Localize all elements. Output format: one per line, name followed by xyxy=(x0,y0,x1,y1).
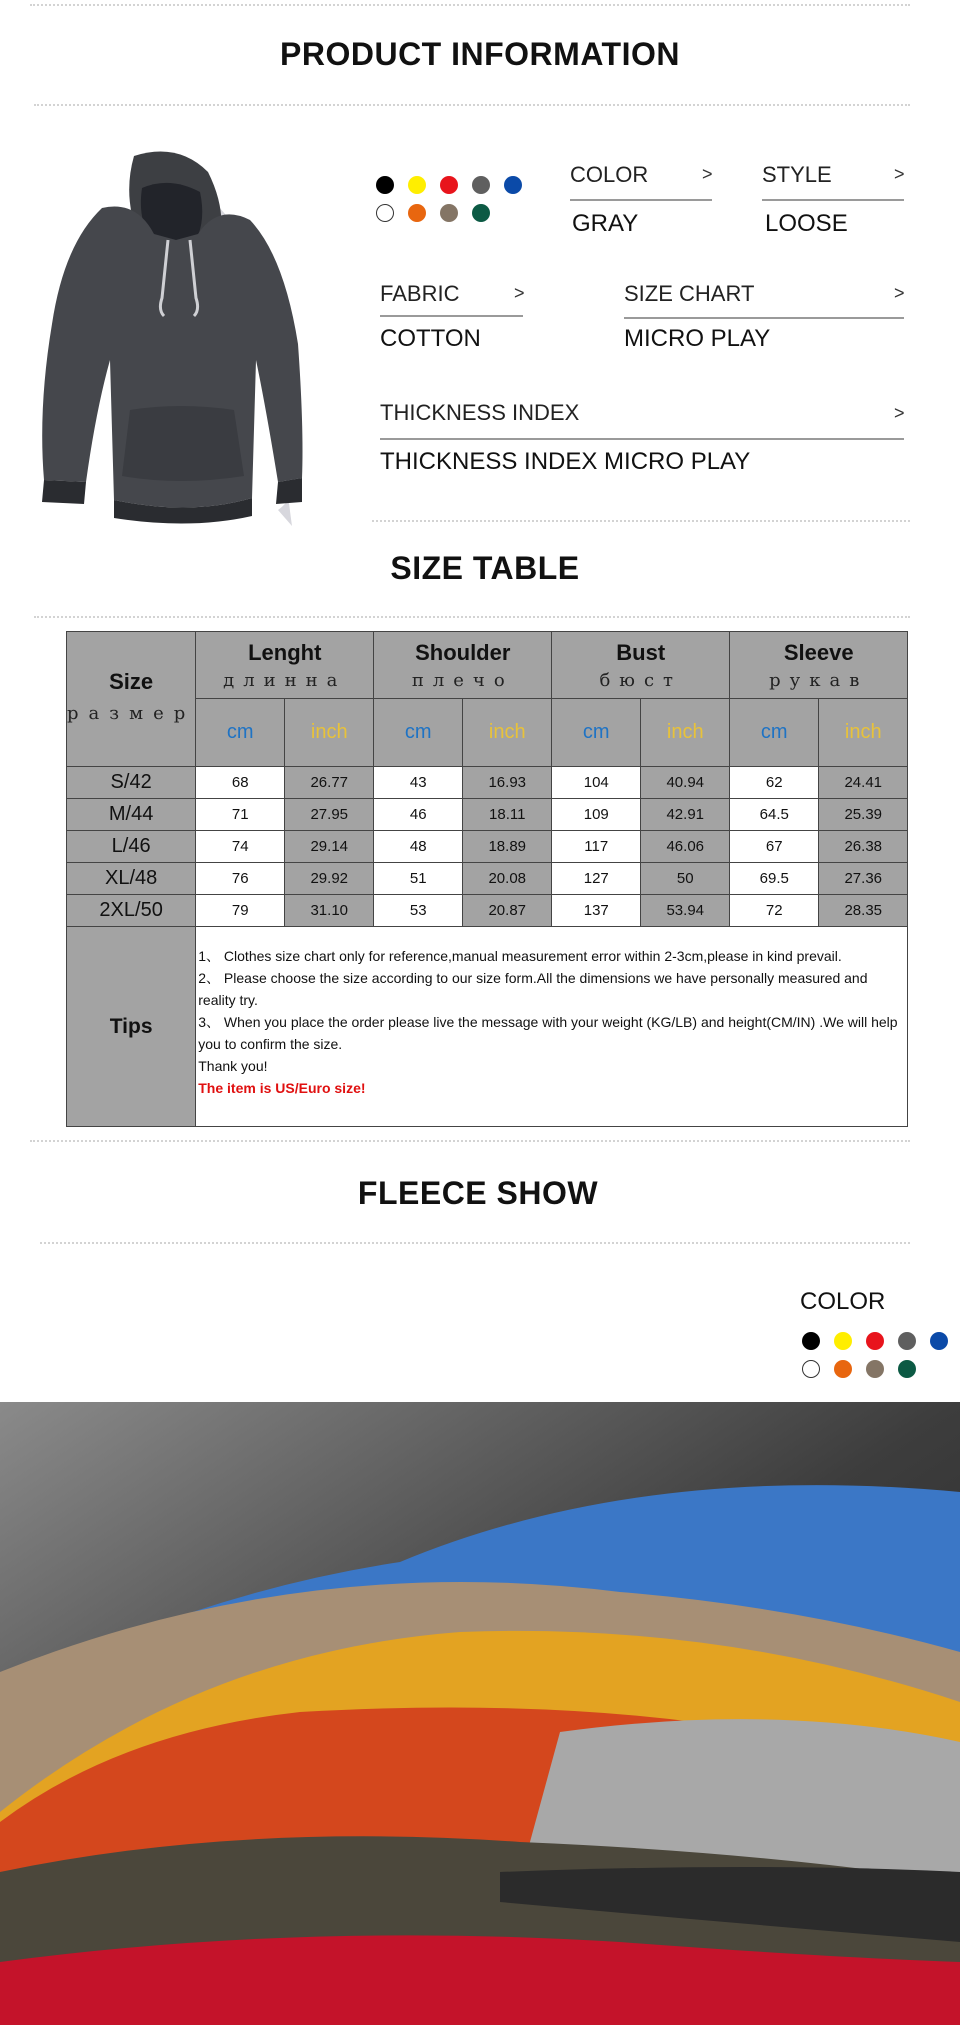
tip-2: 2、 Please choose the size according to our size form.All the dimensions we have personally measured and reality try. xyxy=(198,970,868,1008)
unit-cm: cm xyxy=(374,699,463,767)
swatch-white[interactable] xyxy=(376,204,394,222)
size-chart-label: SIZE CHART xyxy=(624,281,755,306)
length-header-en: Lenght xyxy=(248,639,322,665)
size-cell: 25.39 xyxy=(819,799,908,831)
length-header xyxy=(196,632,374,699)
swatch-green[interactable] xyxy=(472,204,490,222)
size-cell: 31.10 xyxy=(285,895,374,927)
size-cell: 48 xyxy=(374,831,463,863)
swatch-yellow[interactable] xyxy=(408,176,426,194)
size-cell: 28.35 xyxy=(819,895,908,927)
size-chart-value: MICRO PLAY xyxy=(624,325,771,352)
size-cell: 20.08 xyxy=(463,863,552,895)
color-value: GRAY xyxy=(572,210,639,237)
fabric-label: FABRIC xyxy=(380,281,460,306)
size-cell: 64.5 xyxy=(730,799,819,831)
tip-highlight: The item is US/Euro size! xyxy=(198,1080,366,1096)
size-cell: 53 xyxy=(374,895,463,927)
table-row xyxy=(67,767,908,799)
tip-1: 1、 Clothes size chart only for reference,manual measurement error within 2-3cm,please in kind prevail. xyxy=(198,948,842,964)
swatch-gray[interactable] xyxy=(472,176,490,194)
sleeve-header-ru: рукав xyxy=(769,669,869,691)
size-cell: 53.94 xyxy=(641,895,730,927)
shoulder-header xyxy=(374,632,552,699)
unit-cm: cm xyxy=(730,699,819,767)
table-row xyxy=(67,831,908,863)
divider xyxy=(40,1242,910,1244)
fabric-chevron-icon[interactable]: > xyxy=(514,283,525,303)
size-chart-chevron-icon[interactable]: > xyxy=(894,283,905,303)
bust-header-en: Bust xyxy=(616,639,666,665)
swatch-orange[interactable] xyxy=(408,204,426,222)
size-cell: 29.14 xyxy=(285,831,374,863)
thickness-value: THICKNESS INDEX MICRO PLAY xyxy=(380,448,751,475)
unit-cm: cm xyxy=(196,699,285,767)
size-cell: 43 xyxy=(374,767,463,799)
divider xyxy=(30,1140,910,1142)
unit-inch: inch xyxy=(819,699,908,767)
size-cell: 18.89 xyxy=(463,831,552,863)
divider xyxy=(762,199,904,201)
size-cell: 18.11 xyxy=(463,799,552,831)
size-cell: 27.95 xyxy=(285,799,374,831)
hoodie-image xyxy=(30,148,330,534)
divider xyxy=(372,520,910,522)
bust-header xyxy=(552,632,730,699)
size-cell: 109 xyxy=(552,799,641,831)
swatch-orange[interactable] xyxy=(834,1360,852,1378)
tip-3: 3、 When you place the order please live the message with your weight (KG/LB) and height(CM/IN) .We will help you to confirm the size. xyxy=(198,1014,898,1052)
size-cell: 76 xyxy=(196,863,285,895)
length-header-ru: длинна xyxy=(223,669,347,691)
size-header-cell xyxy=(67,632,196,767)
swatch-red[interactable] xyxy=(866,1332,884,1350)
divider xyxy=(30,4,910,6)
size-cell: 29.92 xyxy=(285,863,374,895)
size-cell: 62 xyxy=(730,767,819,799)
size-cell: 20.87 xyxy=(463,895,552,927)
size-cell: 69.5 xyxy=(730,863,819,895)
fleece-fabric-image xyxy=(0,1402,960,2025)
tips-label: Tips xyxy=(67,927,196,1127)
size-cell: 137 xyxy=(552,895,641,927)
size-row-label: XL/48 xyxy=(67,863,196,895)
shoulder-header-en: Shoulder xyxy=(415,639,511,665)
color-swatches xyxy=(376,176,536,226)
size-cell: 26.77 xyxy=(285,767,374,799)
size-cell: 104 xyxy=(552,767,641,799)
size-cell: 74 xyxy=(196,831,285,863)
size-cell: 68 xyxy=(196,767,285,799)
tip-thanks: Thank you! xyxy=(198,1058,268,1074)
fabric-value: COTTON xyxy=(380,325,481,352)
size-table xyxy=(66,631,908,1127)
swatch-blue[interactable] xyxy=(930,1332,948,1350)
size-cell: 67 xyxy=(730,831,819,863)
fleece-show-heading: FLEECE SHOW xyxy=(357,1175,599,1211)
unit-inch: inch xyxy=(641,699,730,767)
swatch-green[interactable] xyxy=(898,1360,916,1378)
bust-header-ru: бюст xyxy=(599,669,683,691)
size-row-label: S/42 xyxy=(67,767,196,799)
size-cell: 26.38 xyxy=(819,831,908,863)
swatch-red[interactable] xyxy=(440,176,458,194)
size-cell: 50 xyxy=(641,863,730,895)
size-table-heading: SIZE TABLE xyxy=(390,550,580,586)
size-cell: 42.91 xyxy=(641,799,730,831)
size-header-en: Size xyxy=(109,669,154,694)
color-chevron-icon[interactable]: > xyxy=(702,164,713,184)
size-cell: 16.93 xyxy=(463,767,552,799)
swatch-khaki[interactable] xyxy=(440,204,458,222)
table-row xyxy=(67,863,908,895)
size-row-label: M/44 xyxy=(67,799,196,831)
divider xyxy=(624,317,904,319)
size-cell: 51 xyxy=(374,863,463,895)
style-value: LOOSE xyxy=(765,210,848,237)
swatch-blue[interactable] xyxy=(504,176,522,194)
tips-content xyxy=(196,927,908,1127)
unit-inch: inch xyxy=(285,699,374,767)
thickness-chevron-icon[interactable]: > xyxy=(894,403,905,423)
sleeve-header xyxy=(730,632,908,699)
size-header-ru: размер xyxy=(67,703,196,724)
sleeve-header-en: Sleeve xyxy=(783,639,854,665)
unit-inch: inch xyxy=(463,699,552,767)
size-cell: 46.06 xyxy=(641,831,730,863)
divider xyxy=(34,104,910,106)
color-legend-swatches xyxy=(802,1332,960,1382)
swatch-black[interactable] xyxy=(802,1332,820,1350)
divider xyxy=(34,616,910,618)
divider xyxy=(380,438,904,440)
style-chevron-icon[interactable]: > xyxy=(894,164,905,184)
divider xyxy=(380,315,523,317)
size-cell: 27.36 xyxy=(819,863,908,895)
table-row xyxy=(67,895,908,927)
shoulder-header-ru: плечо xyxy=(411,669,514,691)
size-cell: 72 xyxy=(730,895,819,927)
swatch-black[interactable] xyxy=(376,176,394,194)
size-cell: 79 xyxy=(196,895,285,927)
swatch-khaki[interactable] xyxy=(866,1360,884,1378)
swatch-yellow[interactable] xyxy=(834,1332,852,1350)
size-cell: 117 xyxy=(552,831,641,863)
size-row-label: 2XL/50 xyxy=(67,895,196,927)
size-cell: 71 xyxy=(196,799,285,831)
thickness-label: THICKNESS INDEX xyxy=(380,400,580,425)
size-cell: 24.41 xyxy=(819,767,908,799)
unit-cm: cm xyxy=(552,699,641,767)
table-row xyxy=(67,799,908,831)
size-row-label: L/46 xyxy=(67,831,196,863)
color-label: COLOR xyxy=(570,162,649,187)
size-cell: 46 xyxy=(374,799,463,831)
swatch-white[interactable] xyxy=(802,1360,820,1378)
color-legend-label: COLOR xyxy=(800,1288,886,1315)
divider xyxy=(570,199,712,201)
product-info-heading: PRODUCT INFORMATION xyxy=(280,36,680,72)
size-cell: 40.94 xyxy=(641,767,730,799)
swatch-gray[interactable] xyxy=(898,1332,916,1350)
style-label: STYLE xyxy=(762,162,832,187)
size-cell: 127 xyxy=(552,863,641,895)
